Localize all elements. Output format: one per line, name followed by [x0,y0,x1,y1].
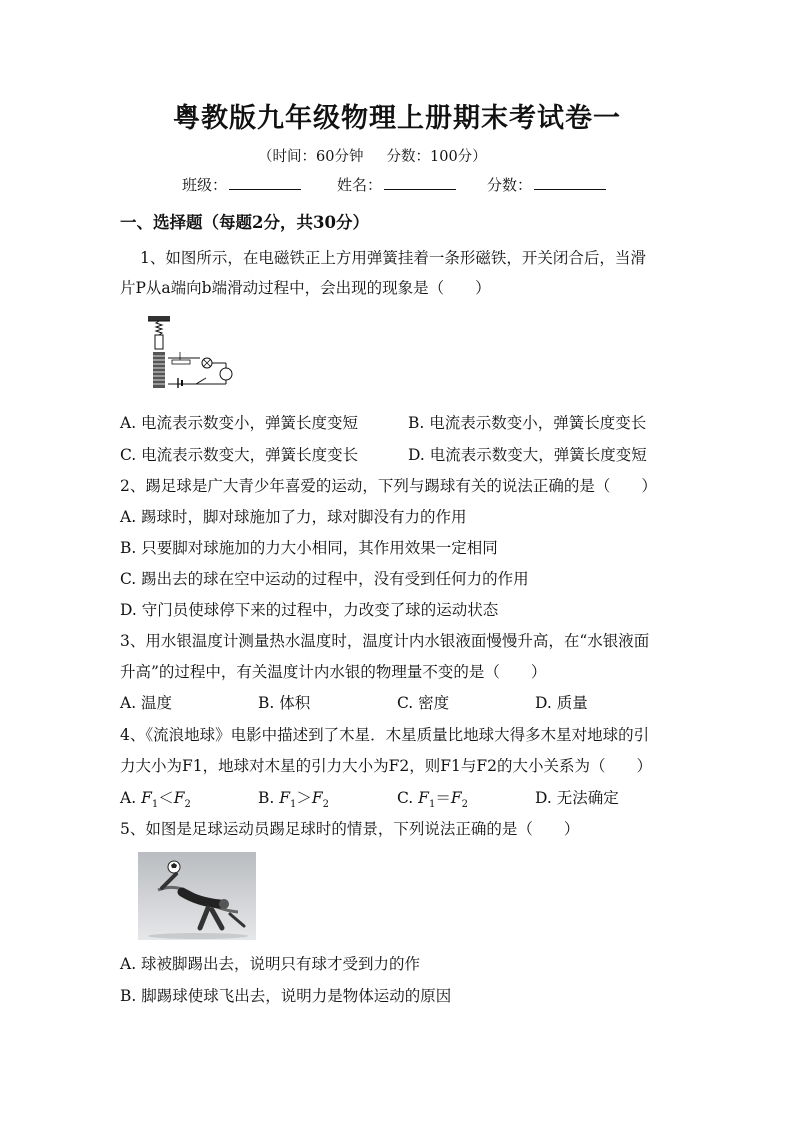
subscript-1: 1 [290,799,297,811]
subscript-2: 2 [322,799,330,811]
f-symbol: F [141,789,152,807]
soccer-player-photo [138,852,256,940]
q5-stem: 5、如图是足球运动员踢足球时的情景，下列说法正确的是（ ） [120,820,580,838]
q1-stem-line2: 片P从a端向b端滑动过程中，会出现的现象是（ ） [120,279,491,297]
q4-option-b-prefix: B. [258,789,280,807]
q3-option-c[interactable]: C. 密度 [397,694,450,712]
q3-option-a[interactable]: A. 温度 [120,694,173,712]
q2-option-c[interactable]: C. 踢出去的球在空中运动的过程中，没有受到任何力的作用 [120,570,529,588]
page-title: 粤教版九年级物理上册期末考试卷一 [173,103,621,134]
f-symbol: F [450,789,462,807]
q2-stem: 2、踢足球是广大青少年喜爱的运动，下列与踢球有关的说法正确的是（ ） [120,477,657,495]
q4-option-a[interactable] [120,787,191,816]
greater-than-sign: ＞ [296,789,312,807]
student-info-row [0,174,794,198]
f-symbol: F [173,789,185,807]
q1-option-c[interactable]: C. 电流表示数变大，弹簧长度变长 [120,446,359,464]
section-heading: 一、选择题（每题2分，共30分） [120,213,369,232]
q1-option-a[interactable]: A. 电流表示数变小，弹簧长度变短 [120,414,359,432]
q1-stem-line1: 1、如图所示，在电磁铁正上方用弹簧挂着一条形磁铁，开关闭合后，当滑 [140,249,646,267]
q2-option-a[interactable]: A. 踢球时，脚对球施加了力，球对脚没有力的作用 [120,508,467,526]
subscript-2: 2 [184,799,191,811]
f-symbol: F [418,789,429,807]
q3-option-d[interactable]: D. 质量 [535,694,588,712]
q4-option-d[interactable]: D. 无法确定 [535,789,619,807]
subscript-2: 2 [461,799,468,811]
exam-time-score: （时间：60分钟 分数：100分） [258,149,487,165]
q4-option-b[interactable] [258,787,329,816]
score-label: 分数： [487,176,533,194]
class-field [182,174,301,195]
q5-option-a[interactable]: A. 球被脚踢出去，说明只有球才受到力的作 [120,955,421,973]
q4-option-c-prefix: C. [397,789,419,807]
q2-option-b[interactable]: B. 只要脚对球施加的力大小相同，其作用效果一定相同 [120,539,498,557]
subscript-1: 1 [151,799,159,811]
q5-option-b[interactable]: B. 脚踢球使球飞出去，说明力是物体运动的原因 [120,987,452,1005]
equals-sign: ＝ [435,789,451,807]
score-blank[interactable] [534,175,606,190]
q2-option-d[interactable]: D. 守门员使球停下来的过程中，力改变了球的运动状态 [120,601,499,619]
subscript-1: 1 [428,799,436,811]
q1-option-b[interactable]: B. 电流表示数变小，弹簧长度变长 [408,414,647,432]
q4-stem-line2: 力大小为F1，地球对木星的引力大小为F2，则F1与F2的大小关系为（ ） [120,757,652,775]
f-symbol: F [279,789,291,807]
class-label: 班级： [182,176,228,194]
q4-option-c[interactable] [397,787,468,816]
f-symbol: F [311,789,323,807]
q3-stem-line1: 3、用水银温度计测量热水温度时，温度计内水银液面慢慢升高，在“水银液面 [120,632,650,650]
less-than-sign: ＜ [158,789,174,807]
q3-stem-line2: 升高”的过程中，有关温度计内水银的物理量不变的是（ ） [120,663,547,681]
q4-option-a-prefix: A. [120,789,142,807]
q3-option-b[interactable]: B. 体积 [258,694,311,712]
name-blank[interactable] [384,175,456,190]
class-blank[interactable] [229,175,301,190]
q1-option-d[interactable]: D. 电流表示数变大，弹簧长度变短 [408,446,647,464]
q4-stem-line1: 4、《流浪地球》电影中描述到了木星．木星质量比地球大得多木星对地球的引 [120,726,650,744]
name-field [337,174,456,195]
name-label: 姓名： [337,176,383,194]
score-field [487,174,606,195]
electromagnet-circuit-figure [140,312,240,394]
